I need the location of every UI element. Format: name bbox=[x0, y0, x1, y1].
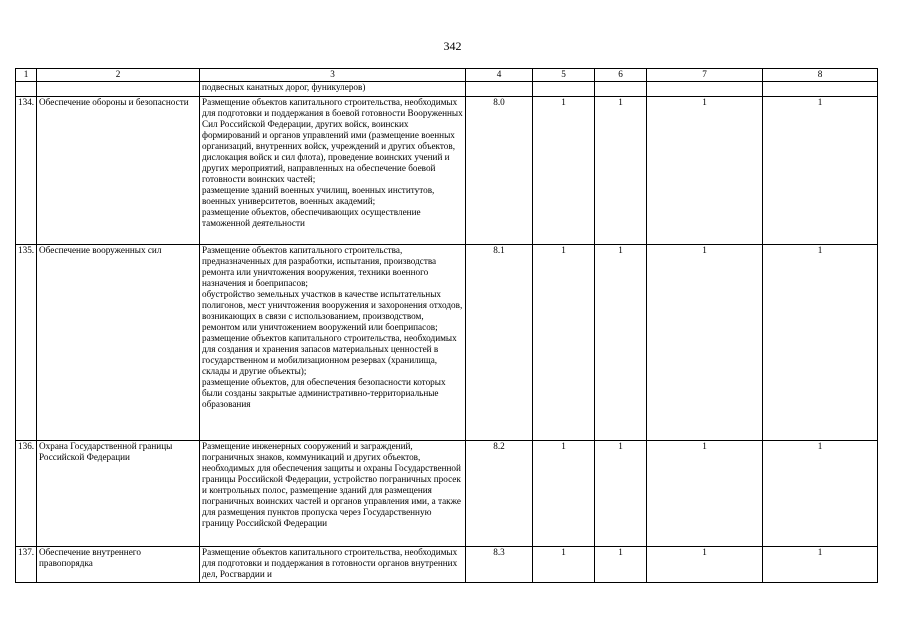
use-type-name: Обеспечение обороны и безопасности bbox=[37, 97, 200, 245]
column-header: 4 bbox=[466, 69, 533, 82]
use-type-description: Размещение инженерных сооружений и заграждений, пограничных знаков, коммуникаций и других объектов, необходимых для обеспечения защиты и охраны Государственной границы Российской Федерации, устройство пограничных просек и контрольных полос, размещение зданий для размещения пограничных воинских частей и органов управления ими, а также для размещения пунктов пропуска через Государственную границу Российской Федерации bbox=[200, 441, 466, 547]
table-row bbox=[16, 97, 878, 245]
column-header: 3 bbox=[200, 69, 466, 82]
value-cell: 1 bbox=[763, 441, 878, 547]
use-type-name: Обеспечение вооруженных сил bbox=[37, 245, 200, 441]
continuation-row bbox=[16, 82, 878, 97]
page-number: 342 bbox=[443, 39, 462, 53]
use-type-code: 8.2 bbox=[466, 441, 533, 547]
value-cell: 1 bbox=[763, 245, 878, 441]
column-header: 8 bbox=[763, 69, 878, 82]
header-row bbox=[16, 69, 878, 82]
value-cell: 1 bbox=[763, 547, 878, 583]
use-type-description: Размещение объектов капитального строительства, необходимых для подготовки и поддержания в готовности органов внутренних дел, Росгвардии и bbox=[200, 547, 466, 583]
value-cell: 1 bbox=[595, 245, 647, 441]
value-cell: 1 bbox=[533, 441, 595, 547]
value-cell: 1 bbox=[595, 547, 647, 583]
column-header: 2 bbox=[37, 69, 200, 82]
table-row bbox=[16, 245, 878, 441]
table-cell bbox=[533, 82, 595, 97]
value-cell: 1 bbox=[647, 245, 763, 441]
table-cell bbox=[466, 82, 533, 97]
use-type-code: 8.0 bbox=[466, 97, 533, 245]
row-number: 137. bbox=[16, 547, 37, 583]
value-cell: 1 bbox=[763, 97, 878, 245]
value-cell: 1 bbox=[595, 441, 647, 547]
table-row bbox=[16, 547, 878, 583]
value-cell: 1 bbox=[647, 547, 763, 583]
use-type-description: Размещение объектов капитального строительства, необходимых для подготовки и поддержания в боевой готовности Вооруженных Сил Российской Федерации, других войск, воинских формирований и органов управлений ими (размещение военных организаций, внутренних войск, учреждений и других объектов, дислокация войск и сил флота), проведение воинских учений и других мероприятий, направленных на обеспечение боевой готовности воинских частей; размещение зданий военных училищ, военных институтов, военных университетов, военных академий; размещение объектов, обеспечивающих осуществление таможенной деятельности bbox=[200, 97, 466, 245]
row-number: 134. bbox=[16, 97, 37, 245]
table-cell bbox=[37, 82, 200, 97]
table-cell bbox=[595, 82, 647, 97]
value-cell: 1 bbox=[533, 547, 595, 583]
table-row bbox=[16, 441, 878, 547]
table-cell bbox=[16, 82, 37, 97]
column-header: 1 bbox=[16, 69, 37, 82]
value-cell: 1 bbox=[647, 441, 763, 547]
row-number: 136. bbox=[16, 441, 37, 547]
table-cell bbox=[647, 82, 763, 97]
continuation-text: подвесных канатных дорог, фуникулеров) bbox=[200, 82, 466, 97]
use-type-name: Охрана Государственной границы Российской Федерации bbox=[37, 441, 200, 547]
value-cell: 1 bbox=[533, 245, 595, 441]
value-cell: 1 bbox=[533, 97, 595, 245]
use-type-name: Обеспечение внутреннего правопорядка bbox=[37, 547, 200, 583]
use-type-code: 8.3 bbox=[466, 547, 533, 583]
land-use-table bbox=[15, 68, 878, 583]
use-type-description: Размещение объектов капитального строительства, предназначенных для разработки, испытания, производства ремонта или уничтожения вооружения, техники военного назначения и боеприпасов; обустройство земельных участков в качестве испытательных полигонов, мест уничтожения вооружения и захоронения отходов, возникающих в связи с использованием, производством, ремонтом или уничтожением вооружений или боеприпасов; размещение объектов капитального строительства, необходимых для создания и хранения запасов материальных ценностей в государственном и мобилизационном резервах (хранилища, склады и другие объекты); размещение объектов, для обеспечения безопасности которых были созданы закрытые административно-территориальные образования bbox=[200, 245, 466, 441]
table-cell bbox=[763, 82, 878, 97]
column-header: 6 bbox=[595, 69, 647, 82]
column-header: 7 bbox=[647, 69, 763, 82]
use-type-code: 8.1 bbox=[466, 245, 533, 441]
row-number: 135. bbox=[16, 245, 37, 441]
value-cell: 1 bbox=[595, 97, 647, 245]
column-header: 5 bbox=[533, 69, 595, 82]
value-cell: 1 bbox=[647, 97, 763, 245]
